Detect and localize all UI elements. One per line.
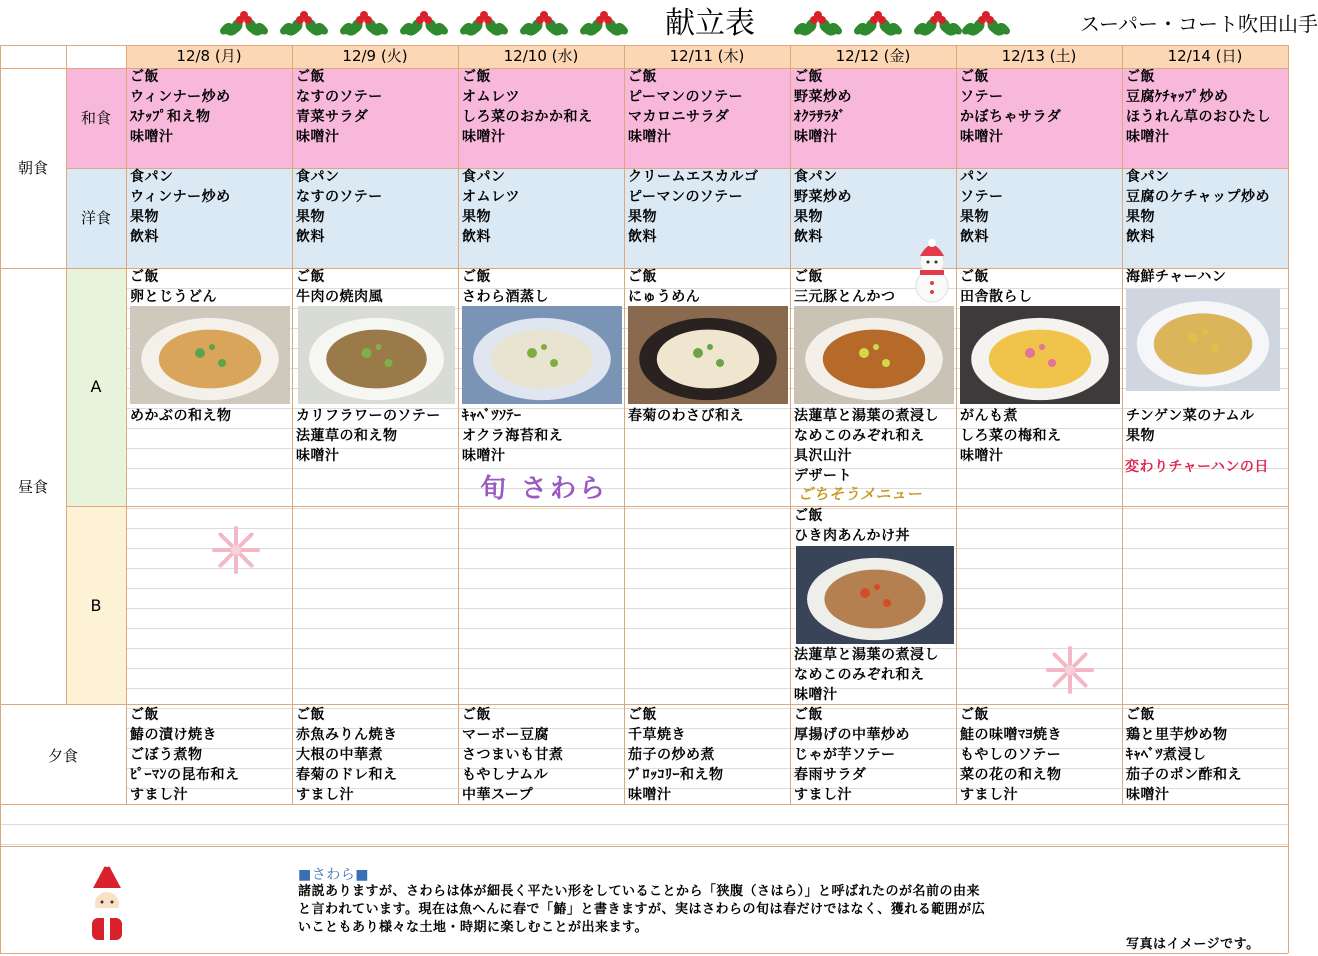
breakfast-japanese-item: ご飯 <box>462 69 491 85</box>
breakfast-western-item: ソテー <box>960 189 1004 205</box>
lunch-a-side-item: 味噌汁 <box>960 448 1004 464</box>
breakfast-western-item: クリームエスカルゴ <box>628 169 759 185</box>
row-gridline <box>126 668 1288 669</box>
lunch-a-side-item: 春菊のわさび和え <box>628 408 744 424</box>
breakfast-western-item: 果物 <box>628 209 657 225</box>
lunch-a-main-item: ご飯 <box>296 269 325 285</box>
holly-icon <box>578 10 630 42</box>
row-gridline <box>126 528 1288 529</box>
row-gridline <box>126 648 1288 649</box>
breakfast-japanese-item: 豆腐ｹﾁｬｯﾌﾟ炒め <box>1126 89 1229 105</box>
breakfast-western-item: 食パン <box>130 169 174 185</box>
breakfast-japanese-item: 味噌汁 <box>296 129 340 145</box>
dinner-item: すまし汁 <box>794 787 852 803</box>
special-day-note: 変わりチャーハンの日 <box>1125 459 1269 475</box>
breakfast-japanese-item: ご飯 <box>628 69 657 85</box>
lunch-a-side-item: カリフラワーのソテー <box>296 408 441 424</box>
lunch-a-side-item: オクラ海苔和え <box>462 428 564 444</box>
table-border-v <box>1288 45 1289 953</box>
dinner-item: 鮭の味噌ﾏﾖ焼き <box>960 727 1062 743</box>
breakfast-western-item: 食パン <box>462 169 506 185</box>
breakfast-japanese-item: 青菜サラダ <box>296 109 369 125</box>
lunch-b-side-item: 味噌汁 <box>794 687 838 703</box>
japanese-label: 和食 <box>80 109 111 127</box>
shun-note: 旬 さわら <box>480 474 609 504</box>
breakfast-western-item: 食パン <box>794 169 838 185</box>
lunch-a-main-item: ご飯 <box>130 269 159 285</box>
breakfast-western-item: 果物 <box>462 209 491 225</box>
dinner-item: すまし汁 <box>296 787 354 803</box>
breakfast-western-item: なすのソテー <box>296 189 383 205</box>
lunch-a-main-item: 卵とじうどん <box>130 289 217 305</box>
lunch-a-side-item: めかぶの和え物 <box>130 408 232 424</box>
dish-photo <box>298 306 455 404</box>
lunch-a-side-item: しろ菜の梅和え <box>960 428 1062 444</box>
dinner-item: ご飯 <box>1126 707 1155 723</box>
row-gridline <box>126 468 1288 469</box>
dinner-item: もやしのソテー <box>960 747 1062 763</box>
table-border-h <box>0 953 1288 954</box>
breakfast-japanese-item: 野菜炒め <box>794 89 852 105</box>
breakfast-western-item: 果物 <box>1126 209 1155 225</box>
breakfast-western-item: オムレツ <box>462 189 520 205</box>
row-gridline <box>126 488 1288 489</box>
breakfast-western-item: 飲料 <box>794 229 823 245</box>
breakfast-western-item: 野菜炒め <box>794 189 852 205</box>
breakfast-japanese-item: ウィンナー炒め <box>130 89 231 105</box>
breakfast-western-item: 飲料 <box>462 229 491 245</box>
breakfast-japanese-item: マカロニサラダ <box>628 109 730 125</box>
dinner-item: マーボー豆腐 <box>462 727 549 743</box>
dinner-item: 茄子の炒め煮 <box>628 747 715 763</box>
dinner-item: 茄子のポン酢和え <box>1126 767 1242 783</box>
holly-icon <box>912 10 964 42</box>
row-gridline <box>126 628 1288 629</box>
day-header: 12/13 (土) <box>1001 47 1077 65</box>
breakfast-western-item: パン <box>960 169 989 185</box>
breakfast-western-item: 飲料 <box>1126 229 1155 245</box>
breakfast-japanese-item: ほうれん草のおひたし <box>1126 109 1271 125</box>
dish-photo <box>794 306 954 404</box>
lunch-a-main-item: にゅうめん <box>628 289 701 305</box>
snowman-icon <box>912 238 952 308</box>
dinner-item: ご飯 <box>794 707 823 723</box>
breakfast-japanese-item: しろ菜のおかか和え <box>462 109 593 125</box>
breakfast-western-item: 果物 <box>794 209 823 225</box>
day-header: 12/8 (月) <box>176 47 242 65</box>
lunch-a-side-item: がんも煮 <box>960 408 1018 424</box>
breakfast-label: 朝食 <box>17 159 48 177</box>
table-border-v <box>292 45 293 804</box>
breakfast-western-item: 食パン <box>1126 169 1170 185</box>
breakfast-japanese-item: ご飯 <box>1126 69 1155 85</box>
lunch-a-main-item: ご飯 <box>628 269 657 285</box>
breakfast-japanese-item: かぼちゃサラダ <box>960 109 1062 125</box>
santa-icon <box>82 860 132 946</box>
dish-photo <box>130 306 290 404</box>
dinner-item: ご飯 <box>960 707 989 723</box>
breakfast-japanese-item: ｽﾅｯﾌﾟ和え物 <box>130 109 211 125</box>
holly-icon <box>278 10 330 42</box>
breakfast-japanese-item: 味噌汁 <box>130 129 174 145</box>
page-title: 献立表 <box>665 6 755 41</box>
dish-photo <box>462 306 622 404</box>
lunch-a-main-item: 田舎散らし <box>960 289 1033 305</box>
breakfast-western-item: 果物 <box>296 209 325 225</box>
row-gridline <box>0 824 1288 825</box>
column-heading: ■さわら■ <box>298 867 369 883</box>
dinner-item: 春雨サラダ <box>794 767 867 783</box>
dinner-item: ご飯 <box>296 707 325 723</box>
lunch-b-main-item: ご飯 <box>794 508 823 524</box>
dinner-item: さつまいも甘煮 <box>462 747 564 763</box>
lunch-a-side-item: チンゲン菜のナムル <box>1126 408 1255 424</box>
lunch-a-side-item: デザート <box>794 468 852 484</box>
table-border-v <box>956 45 957 804</box>
day-header: 12/10 (水) <box>503 47 579 65</box>
lunch-a-label: A <box>90 377 102 396</box>
lunch-b-side-item: 法蓮草と湯葉の煮浸し <box>794 647 939 663</box>
dish-photo <box>960 306 1120 404</box>
lunch-a-main-item: ご飯 <box>794 269 823 285</box>
lunch-a-main-item: さわら酒蒸し <box>462 289 549 305</box>
breakfast-western-item: 果物 <box>960 209 989 225</box>
breakfast-western-item: ウィンナー炒め <box>130 189 231 205</box>
breakfast-western-item: 飲料 <box>296 229 325 245</box>
dinner-item: ご飯 <box>462 707 491 723</box>
dinner-label: 夕食 <box>47 747 78 765</box>
dinner-item: ご飯 <box>130 707 159 723</box>
column-body-line: と言われています。現在は魚へんに春で「鰆」と書きますが、実はさわらの旬は春だけではなく、獲れる範囲が広 <box>298 902 986 917</box>
lunch-a-side-item: なめこのみぞれ和え <box>794 428 925 444</box>
table-border-v <box>624 45 625 804</box>
breakfast-western-item: ピーマンのソテー <box>628 189 744 205</box>
dinner-item: 厚揚げの中華炒め <box>794 727 910 743</box>
lunch-a-side-item: 具沢山汁 <box>794 448 852 464</box>
holly-icon <box>792 10 844 42</box>
lunch-a-side-item: 法蓮草と湯葉の煮浸し <box>794 408 939 424</box>
dinner-item: ﾌﾞﾛｯｺﾘｰ和え物 <box>628 767 724 783</box>
dish-photo <box>628 306 788 404</box>
holly-icon <box>338 10 390 42</box>
lunch-a-main-item: 三元豚とんかつ <box>794 289 896 305</box>
dinner-item: 赤魚みりん焼き <box>296 727 398 743</box>
breakfast-japanese-item: ｵｸﾗｻﾗﾀﾞ <box>794 109 846 125</box>
lunch-a-main-item: 海鮮チャーハン <box>1126 269 1227 285</box>
breakfast-japanese-item: 味噌汁 <box>794 129 838 145</box>
holly-icon <box>218 10 270 42</box>
breakfast-western-item: 飲料 <box>628 229 657 245</box>
breakfast-western-item: 豆腐のケチャップ炒め <box>1126 189 1271 205</box>
breakfast-japanese-item: ソテー <box>960 89 1004 105</box>
dinner-item: 味噌汁 <box>1126 787 1170 803</box>
breakfast-japanese-item: ご飯 <box>130 69 159 85</box>
table-border-v <box>0 45 1 953</box>
dinner-item: 中華スープ <box>462 787 534 803</box>
breakfast-japanese-item: ピーマンのソテー <box>628 89 744 105</box>
dinner-item: じゃが芋ソテー <box>794 747 896 763</box>
dish-photo <box>1126 289 1280 391</box>
row-gridline <box>126 568 1288 569</box>
dinner-item: ごぼう煮物 <box>130 747 203 763</box>
breakfast-western-item: 果物 <box>130 209 159 225</box>
table-border-h <box>66 506 1288 507</box>
lunch-b-main-item: ひき肉あんかけ丼 <box>794 528 910 544</box>
dinner-item: ﾋﾟｰﾏﾝの昆布和え <box>130 767 240 783</box>
gochiso-note: ごちそうメニュー <box>798 485 923 503</box>
table-border-v <box>1122 45 1123 804</box>
breakfast-japanese-item: ご飯 <box>794 69 823 85</box>
lunch-a-side-item: 味噌汁 <box>296 448 340 464</box>
dinner-item: 鶏と里芋炒め物 <box>1126 727 1228 743</box>
snowflake-decoration-icon <box>1040 640 1100 700</box>
photo-disclaimer: 写真はイメージです。 <box>1126 937 1260 952</box>
breakfast-western-item: 飲料 <box>960 229 989 245</box>
row-gridline <box>126 608 1288 609</box>
breakfast-japanese-item: ご飯 <box>960 69 989 85</box>
dinner-item: ご飯 <box>628 707 657 723</box>
breakfast-japanese-item: 味噌汁 <box>462 129 506 145</box>
holly-icon <box>852 10 904 42</box>
table-border-v <box>790 45 791 804</box>
lunch-a-main-item: 牛肉の焼肉風 <box>296 289 383 305</box>
breakfast-japanese-item: 味噌汁 <box>1126 129 1170 145</box>
dinner-item: 味噌汁 <box>628 787 672 803</box>
day-header: 12/14 (日) <box>1167 47 1243 65</box>
table-border-v <box>126 45 127 804</box>
dinner-item: 千草焼き <box>628 727 686 743</box>
holly-icon <box>960 10 1012 42</box>
store-name: スーパー・コート吹田山手 <box>1080 12 1318 36</box>
holly-icon <box>458 10 510 42</box>
breakfast-western-item: 食パン <box>296 169 340 185</box>
row-gridline <box>126 688 1288 689</box>
lunch-a-side-item: ｷｬﾍﾞﾂｿﾃｰ <box>462 408 522 424</box>
dinner-item: 鰆の漬け焼き <box>130 727 217 743</box>
day-header: 12/11 (木) <box>669 47 745 65</box>
lunch-a-main-item: ご飯 <box>960 269 989 285</box>
lunch-a-side-item: 味噌汁 <box>462 448 506 464</box>
breakfast-japanese-item: なすのソテー <box>296 89 383 105</box>
lunch-b-side-item: なめこのみぞれ和え <box>794 667 925 683</box>
lunch-a-side-item: 法蓮草の和え物 <box>296 428 398 444</box>
day-header: 12/9 (火) <box>342 47 408 65</box>
dinner-item: 春菊のドレ和え <box>296 767 398 783</box>
breakfast-japanese-item: ご飯 <box>296 69 325 85</box>
breakfast-japanese-item: オムレツ <box>462 89 520 105</box>
row-gridline <box>0 844 1288 845</box>
row-gridline <box>126 588 1288 589</box>
column-body-line: いこともあり様々な土地・時期に楽しむことが出来ます。 <box>298 920 648 935</box>
breakfast-japanese-item: 味噌汁 <box>628 129 672 145</box>
lunch-b-label: B <box>90 596 102 615</box>
day-header: 12/12 (金) <box>835 47 911 65</box>
lunch-a-main-item: ご飯 <box>462 269 491 285</box>
dish-photo <box>796 546 954 644</box>
dinner-item: 菜の花の和え物 <box>960 767 1062 783</box>
row-gridline <box>126 548 1288 549</box>
dinner-item: もやしナムル <box>462 767 549 783</box>
dinner-item: ｷｬﾍﾞﾂ煮浸し <box>1126 747 1207 763</box>
breakfast-japanese-item: 味噌汁 <box>960 129 1004 145</box>
holly-icon <box>518 10 570 42</box>
western-label: 洋食 <box>80 209 111 227</box>
dinner-item: 大根の中華煮 <box>296 747 383 763</box>
lunch-label: 昼食 <box>17 478 48 496</box>
dinner-item: すまし汁 <box>130 787 188 803</box>
snowflake-decoration-icon <box>206 520 266 580</box>
lunch-a-side-item: 果物 <box>1126 428 1155 444</box>
row-gridline <box>126 508 1288 509</box>
column-body-line: 諸説ありますが、さわらは体が細長く平たい形をしていることから「狭腹（さはら）」と呼ばれたのが名前の由来 <box>298 884 981 899</box>
table-border-h <box>0 846 1288 847</box>
holly-icon <box>398 10 450 42</box>
breakfast-western-item: 飲料 <box>130 229 159 245</box>
table-border-v <box>458 45 459 804</box>
dinner-item: すまし汁 <box>960 787 1018 803</box>
